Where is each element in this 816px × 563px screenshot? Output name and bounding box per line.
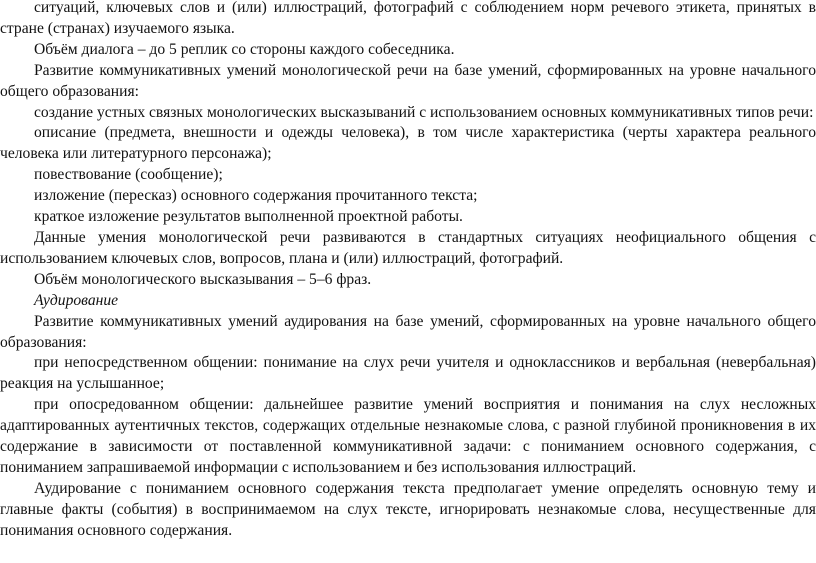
paragraph-monologue-skills: Развитие коммуникативных умений монологической речи на базе умений, сформированных на уровне начального общего образования: (0, 61, 816, 100)
paragraph-listening-skills: Развитие коммуникативных умений аудирования на базе умений, сформированных на уровне начального общего образования: (0, 312, 816, 351)
paragraph-monologue-volume: Объём монологического высказывания – 5–6 фраз. (34, 270, 372, 288)
paragraph-monologue-situations: Данные умения монологической речи развиваются в стандартных ситуациях неофициального общения с использованием ключевых слов, вопросов, плана и (или) иллюстраций, фотографий. (0, 228, 816, 267)
paragraph-narration: повествование (сообщение); (34, 166, 223, 184)
paragraph-indirect-communication: при опосредованном общении: дальнейшее развитие умений восприятия и понимания на слух несложных адаптированных аутентичных текстов, содержащих отдельные незнакомые слова, с разной глубиной проникновения в их содержание в зависимости от поставленной коммуникативной задачи: с пониманием основного содержания, с пониманием запрашиваемой информации с использованием и без использования иллюстраций. (0, 396, 816, 476)
paragraph-dialogue-continuation: ситуаций, ключевых слов и (или) иллюстраций, фотографий с соблюдением норм речевого этикета, принятых в стране (странах) изучаемого языка. (0, 0, 816, 37)
paragraph-dialogue-volume: Объём диалога – до 5 реплик со стороны каждого собеседника. (34, 40, 455, 58)
paragraph-listening-main-content: Аудирование с пониманием основного содержания текста предполагает умение определять основную тему и главные факты (события) в воспринимаемом на слух тексте, игнорировать незнакомые слова, несущественные для понимания основного содержания. (0, 479, 816, 539)
paragraph-direct-communication: при непосредственном общении: понимание на слух речи учителя и одноклассников и вербальная (невербальная) реакция на услышанное; (0, 354, 816, 393)
paragraph-project-summary: краткое изложение результатов выполненной проектной работы. (34, 208, 463, 226)
paragraph-description: описание (предмета, внешности и одежды человека), в том числе характеристика (черты характера реального человека или литературного персонажа); (0, 124, 816, 163)
paragraph-monologue-creation: создание устных связных монологических высказываний с использованием основных коммуникативных типов речи: (34, 103, 814, 121)
paragraph-retelling: изложение (пересказ) основного содержания прочитанного текста; (34, 187, 478, 205)
section-heading-listening: Аудирование (34, 291, 119, 309)
